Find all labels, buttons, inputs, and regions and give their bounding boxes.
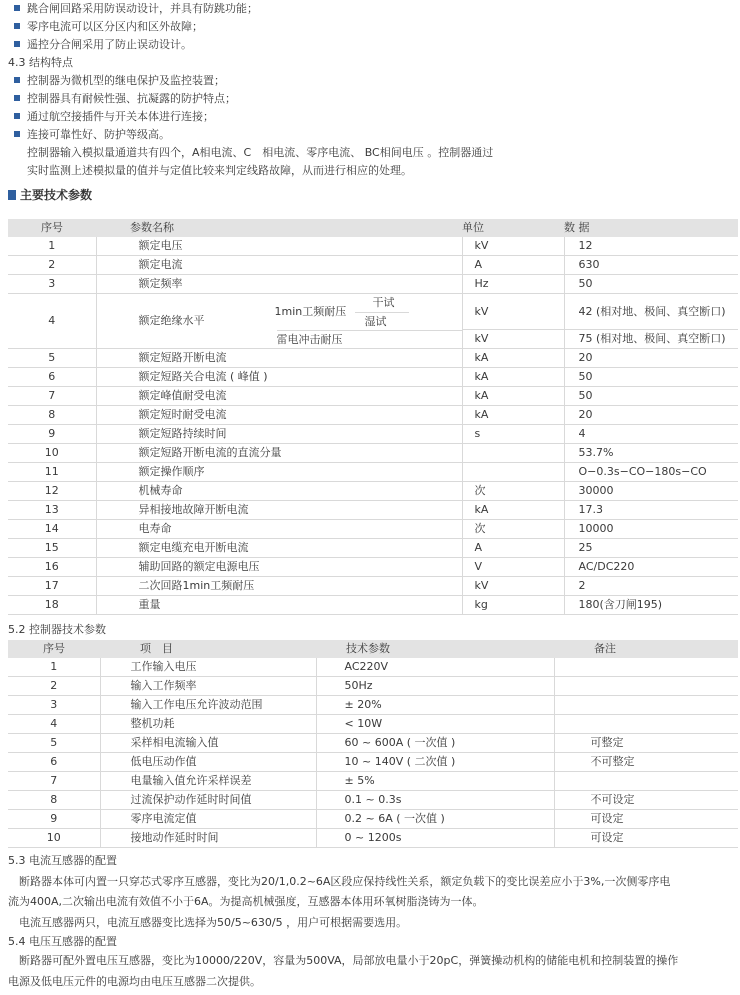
cell-unit: kg	[462, 596, 564, 615]
vt-paragraph-line: 断路器可配外置电压互感器，变比为10000/220V，容量为500VA，局部放电量小于20pC，弹簧操动机构的储能电机和控制装置的操作	[8, 954, 679, 967]
dry-test-label: 干试	[372, 296, 395, 309]
cell-spec: 10 ~ 140V ( 二次值 )	[316, 753, 554, 772]
cell-no: 18	[8, 596, 96, 615]
cell-unit: kA	[462, 501, 564, 520]
cell-no: 1	[8, 658, 100, 677]
cell-name: 额定短路开断电流	[96, 349, 462, 368]
cell-remark: 可整定	[554, 734, 738, 753]
cell-no: 15	[8, 539, 96, 558]
controller-params-table	[8, 640, 738, 848]
cell-no: 4	[8, 294, 96, 349]
table-row-insulation	[8, 294, 738, 330]
table-row	[8, 558, 738, 577]
cell-item: 输入工作电压允许波动范围	[100, 696, 316, 715]
bullet-square-icon	[14, 41, 20, 47]
cell-no: 5	[8, 349, 96, 368]
ct-paragraph-line: 流为400A,二次输出电流有效值不小于6A。为提高机械强度，互感器本体用环氧树脂浇铸为一体。	[8, 895, 484, 908]
insulation-level-label: 额定绝缘水平	[138, 314, 205, 327]
cell-name: 额定电缆充电开断电流	[96, 539, 462, 558]
bullet-square-icon	[14, 113, 20, 119]
cell-unit	[462, 444, 564, 463]
cell-spec: 0 ~ 1200s	[316, 829, 554, 848]
cell-remark: 不可设定	[554, 791, 738, 810]
cell-name: 重量	[96, 596, 462, 615]
cell-no: 7	[8, 387, 96, 406]
cell-spec: ± 20%	[316, 696, 554, 715]
cell-unit: kV	[462, 330, 564, 349]
cell-no: 5	[8, 734, 100, 753]
cell-data: 50	[564, 368, 738, 387]
cell-data: 180(含刀闸195)	[564, 596, 738, 615]
table-row	[8, 696, 738, 715]
structure-paragraph-line-1: 控制器输入模拟量通道共有四个，A相电流、C 相电流、零序电流、 BC相间电压 。控制器通过	[27, 146, 494, 159]
cell-name: 额定电压	[96, 237, 462, 256]
header-item: 项 目	[100, 640, 316, 658]
cell-name: 额定操作顺序	[96, 463, 462, 482]
table-row	[8, 425, 738, 444]
cell-data: O−0.3s−CO−180s−CO	[564, 463, 738, 482]
cell-remark: 可设定	[554, 829, 738, 848]
cell-unit: Hz	[462, 275, 564, 294]
cell-data: 10000	[564, 520, 738, 539]
cell-no: 9	[8, 425, 96, 444]
cell-data: 20	[564, 406, 738, 425]
cell-name: 机械寿命	[96, 482, 462, 501]
cell-item: 接地动作延时时间	[100, 829, 316, 848]
cell-item: 采样相电流输入值	[100, 734, 316, 753]
section-marker-icon	[8, 190, 16, 200]
table-row	[8, 596, 738, 615]
cell-unit: A	[462, 256, 564, 275]
lightning-impulse-label: 雷电冲击耐压	[276, 333, 343, 346]
cell-no: 4	[8, 715, 100, 734]
cell-data: 50	[564, 275, 738, 294]
cell-data: 50	[564, 387, 738, 406]
header-remark: 备注	[554, 640, 738, 658]
table-row	[8, 577, 738, 596]
cell-remark	[554, 677, 738, 696]
cell-remark	[554, 696, 738, 715]
cell-name-insulation	[96, 294, 462, 349]
cell-data: 2	[564, 577, 738, 596]
power-frequency-label: 1min工频耐压	[274, 305, 347, 318]
header-no: 序号	[8, 219, 96, 237]
cell-item: 零序电流定值	[100, 810, 316, 829]
table-row	[8, 772, 738, 791]
cell-data: 30000	[564, 482, 738, 501]
cell-no: 2	[8, 256, 96, 275]
cell-no: 8	[8, 406, 96, 425]
table-row	[8, 829, 738, 848]
bullet-square-icon	[14, 23, 20, 29]
cell-data: 53.7%	[564, 444, 738, 463]
section-title-5-3: 5.3 电流互感器的配置	[8, 854, 117, 867]
cell-unit: kV	[462, 237, 564, 256]
cell-unit: kV	[462, 577, 564, 596]
cell-data: 4	[564, 425, 738, 444]
cell-no: 13	[8, 501, 96, 520]
cell-name: 异相接地故障开断电流	[96, 501, 462, 520]
table-row	[8, 256, 738, 275]
table-row	[8, 520, 738, 539]
cell-item: 电量输入值允许采样误差	[100, 772, 316, 791]
table-row	[8, 734, 738, 753]
cell-data: AC/DC220	[564, 558, 738, 577]
cell-item: 工作输入电压	[100, 658, 316, 677]
bullet-square-icon	[14, 77, 20, 83]
bullet-square-icon	[14, 131, 20, 137]
cell-name: 电寿命	[96, 520, 462, 539]
bullet-square-icon	[14, 5, 20, 11]
cell-spec: AC220V	[316, 658, 554, 677]
cell-item: 低电压动作值	[100, 753, 316, 772]
cell-unit: V	[462, 558, 564, 577]
cell-no: 16	[8, 558, 96, 577]
structure-paragraph-line-2: 实时监测上述模拟量的值并与定值比较来判定线路故障，从而进行相应的处理。	[27, 164, 412, 177]
table-row	[8, 753, 738, 772]
table-row	[8, 444, 738, 463]
cell-remark	[554, 772, 738, 791]
cell-no: 8	[8, 791, 100, 810]
cell-unit: s	[462, 425, 564, 444]
table-row	[8, 463, 738, 482]
table-row	[8, 275, 738, 294]
table-row	[8, 387, 738, 406]
section-title-5-4: 5.4 电压互感器的配置	[8, 935, 117, 948]
cell-data: 75 (相对地、极间、真空断口)	[564, 330, 738, 349]
cell-no: 17	[8, 577, 96, 596]
cell-no: 1	[8, 237, 96, 256]
table-row	[8, 715, 738, 734]
cell-name: 额定短路关合电流 ( 峰值 )	[96, 368, 462, 387]
cell-unit: kA	[462, 349, 564, 368]
cell-remark	[554, 658, 738, 677]
cell-name: 额定频率	[96, 275, 462, 294]
cell-data: 17.3	[564, 501, 738, 520]
header-no: 序号	[8, 640, 100, 658]
header-unit: 单位	[462, 219, 564, 237]
table-row	[8, 237, 738, 256]
cell-name: 额定短路持续时间	[96, 425, 462, 444]
cell-unit: 次	[462, 482, 564, 501]
cell-unit: 次	[462, 520, 564, 539]
cell-remark: 不可整定	[554, 753, 738, 772]
cell-no: 11	[8, 463, 96, 482]
cell-unit: A	[462, 539, 564, 558]
table-row	[8, 501, 738, 520]
header-data: 数 据	[564, 219, 738, 237]
cell-data: 25	[564, 539, 738, 558]
cell-unit: kA	[462, 387, 564, 406]
cell-spec: 60 ~ 600A ( 一次值 )	[316, 734, 554, 753]
ct-paragraph-line: 电流互感器两只，电流互感器变比选择为50/5~630/5 ，用户可根据需要选用。	[8, 916, 408, 929]
cell-no: 3	[8, 275, 96, 294]
cell-unit: kV	[462, 294, 564, 330]
cell-remark: 可设定	[554, 810, 738, 829]
cell-item: 输入工作频率	[100, 677, 316, 696]
vt-paragraph-line: 电源及低电压元件的电源均由电压互感器二次提供。	[8, 975, 261, 988]
cell-item: 整机功耗	[100, 715, 316, 734]
cell-spec: 50Hz	[316, 677, 554, 696]
section-title-4-3: 4.3 结构特点	[8, 56, 73, 69]
cell-name: 二次回路1min工频耐压	[96, 577, 462, 596]
cell-name: 额定电流	[96, 256, 462, 275]
cell-data: 12	[564, 237, 738, 256]
ct-paragraph-line: 断路器本体可内置一只穿芯式零序互感器，变比为20/1,0.2~6A区段应保持线性关系，额定负载下的变比误差应小于3%,一次侧零序电	[8, 875, 671, 888]
table-row	[8, 482, 738, 501]
cell-unit: kA	[462, 406, 564, 425]
wet-test-label: 湿试	[364, 315, 387, 328]
cell-spec: 0.1 ~ 0.3s	[316, 791, 554, 810]
cell-name: 额定短路开断电流的直流分量	[96, 444, 462, 463]
cell-no: 9	[8, 810, 100, 829]
bullet-square-icon	[14, 95, 20, 101]
cell-no: 6	[8, 753, 100, 772]
cell-unit	[462, 463, 564, 482]
cell-no: 10	[8, 444, 96, 463]
header-name: 参数名称	[96, 219, 462, 237]
table-row	[8, 406, 738, 425]
cell-name: 辅助回路的额定电源电压	[96, 558, 462, 577]
table-row	[8, 677, 738, 696]
table-row	[8, 368, 738, 387]
cell-unit: kA	[462, 368, 564, 387]
table-row	[8, 791, 738, 810]
cell-data: 20	[564, 349, 738, 368]
cell-no: 2	[8, 677, 100, 696]
table-row	[8, 810, 738, 829]
cell-no: 12	[8, 482, 96, 501]
cell-spec: < 10W	[316, 715, 554, 734]
cell-no: 10	[8, 829, 100, 848]
cell-name: 额定峰值耐受电流	[96, 387, 462, 406]
table-header-row	[8, 640, 738, 658]
cell-spec: ± 5%	[316, 772, 554, 791]
table-header-row	[8, 219, 738, 237]
cell-no: 3	[8, 696, 100, 715]
cell-item: 过流保护动作延时时间值	[100, 791, 316, 810]
cell-remark	[554, 715, 738, 734]
table-row	[8, 539, 738, 558]
controller-params-title: 5.2 控制器技术参数	[8, 623, 106, 636]
cell-no: 14	[8, 520, 96, 539]
table-row	[8, 658, 738, 677]
table-row	[8, 349, 738, 368]
cell-spec: 0.2 ~ 6A ( 一次值 )	[316, 810, 554, 829]
cell-no: 7	[8, 772, 100, 791]
cell-name: 额定短时耐受电流	[96, 406, 462, 425]
main-params-table	[8, 219, 738, 615]
header-spec: 技术参数	[316, 640, 554, 658]
cell-data: 42 (相对地、极间、真空断口)	[564, 294, 738, 330]
cell-data: 630	[564, 256, 738, 275]
cell-no: 6	[8, 368, 96, 387]
